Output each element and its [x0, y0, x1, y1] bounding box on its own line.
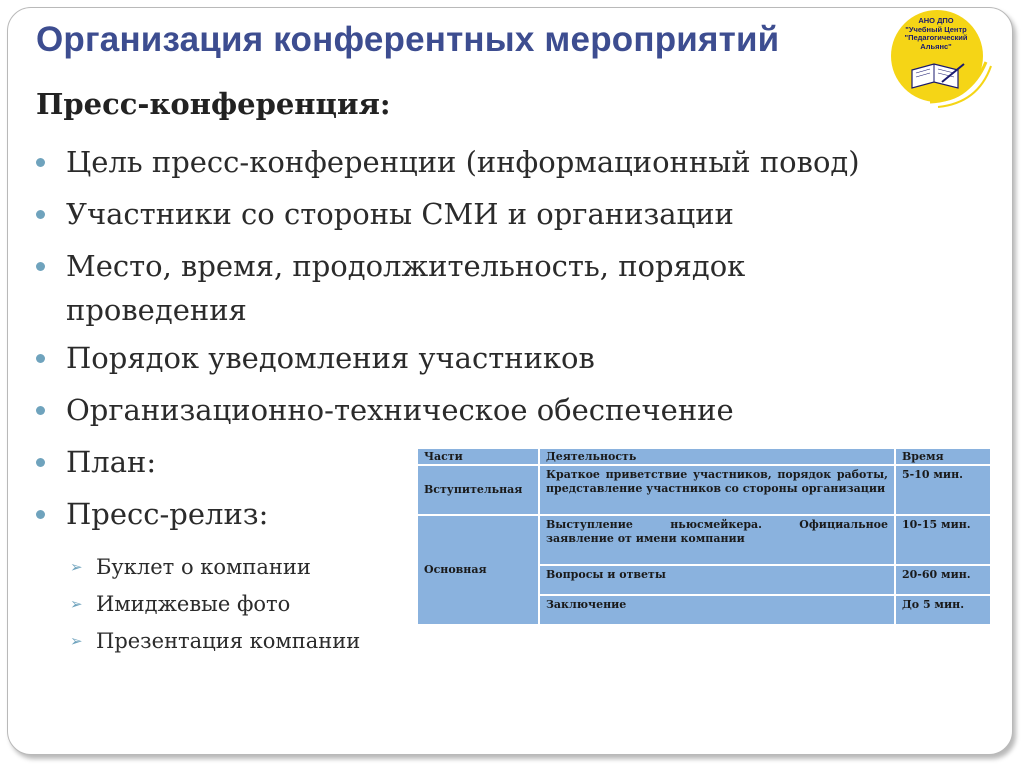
bullet-item — [36, 192, 860, 244]
bullet-text: проведения — [66, 293, 247, 327]
sub-bullet-item — [70, 586, 360, 623]
bullet-dot-icon — [36, 262, 45, 271]
table-header-cell: Части — [417, 448, 539, 465]
table-header-cell: Деятельность — [539, 448, 895, 465]
bullet-text: Пресс-релиз: — [66, 497, 269, 531]
table-cell-time: До 5 мин. — [895, 595, 991, 625]
sub-bullet-item — [70, 623, 360, 660]
bullet-item-continued — [36, 288, 860, 336]
sub-bullet-text: Имиджевые фото — [96, 592, 291, 616]
table-header-cell: Время — [895, 448, 991, 465]
bullet-item — [36, 336, 860, 388]
sub-bullet-text: Буклет о компании — [96, 555, 311, 579]
table-cell-time: 5-10 мин. — [895, 465, 991, 515]
chevron-right-icon: ➢ — [70, 595, 83, 613]
bullet-text: Участники со стороны СМИ и организации — [66, 197, 734, 231]
sub-bullet-item — [70, 549, 360, 586]
subheading: Пресс-конференция: — [36, 87, 391, 121]
table-cell-activity: Вопросы и ответы — [539, 565, 895, 595]
logo-text — [892, 17, 980, 51]
table-cell-part: Вступительная — [417, 465, 539, 515]
table-cell-time: 10-15 мин. — [895, 515, 991, 565]
table-header-row — [417, 448, 991, 465]
table-row — [417, 465, 991, 515]
chevron-right-icon: ➢ — [70, 558, 83, 576]
slide-title: Организация конферентных мероприятий — [36, 20, 780, 59]
bullet-item — [36, 140, 860, 192]
table-cell-activity: Выступление ньюсмейкера. Официальное заявление от имени компании — [539, 515, 895, 565]
table-cell-time: 20-60 мин. — [895, 565, 991, 595]
sub-bullet-list — [70, 549, 360, 660]
bullet-dot-icon — [36, 510, 45, 519]
bullet-dot-icon — [36, 158, 45, 167]
bullet-dot-icon — [36, 210, 45, 219]
sub-bullet-text: Презентация компании — [96, 629, 361, 653]
logo-line: "Учебный Центр — [905, 24, 967, 34]
bullet-text: Место, время, продолжительность, порядок — [66, 249, 746, 283]
bullet-item — [36, 388, 860, 440]
bullet-item — [36, 244, 860, 288]
plan-table — [416, 447, 992, 626]
bullet-text: Порядок уведомления участников — [66, 341, 595, 375]
table-cell-activity: Заключение — [539, 595, 895, 625]
table-row — [417, 515, 991, 565]
chevron-right-icon: ➢ — [70, 632, 83, 650]
table-cell-activity: Краткое приветствие участников, порядок работы, представление участников со стороны организации — [539, 465, 895, 515]
bullet-text: План: — [66, 445, 157, 479]
bullet-text: Цель пресс-конференции (информационный повод) — [66, 145, 860, 179]
bullet-text: Организационно-техническое обеспечение — [66, 393, 734, 427]
logo — [882, 8, 992, 108]
bullet-dot-icon — [36, 406, 45, 415]
bullet-dot-icon — [36, 354, 45, 363]
bullet-dot-icon — [36, 458, 45, 467]
table-cell-part: Основная — [417, 515, 539, 625]
logo-line: "Педагогический Альянс" — [904, 33, 968, 51]
logo-line: АНО ДПО — [918, 16, 954, 25]
